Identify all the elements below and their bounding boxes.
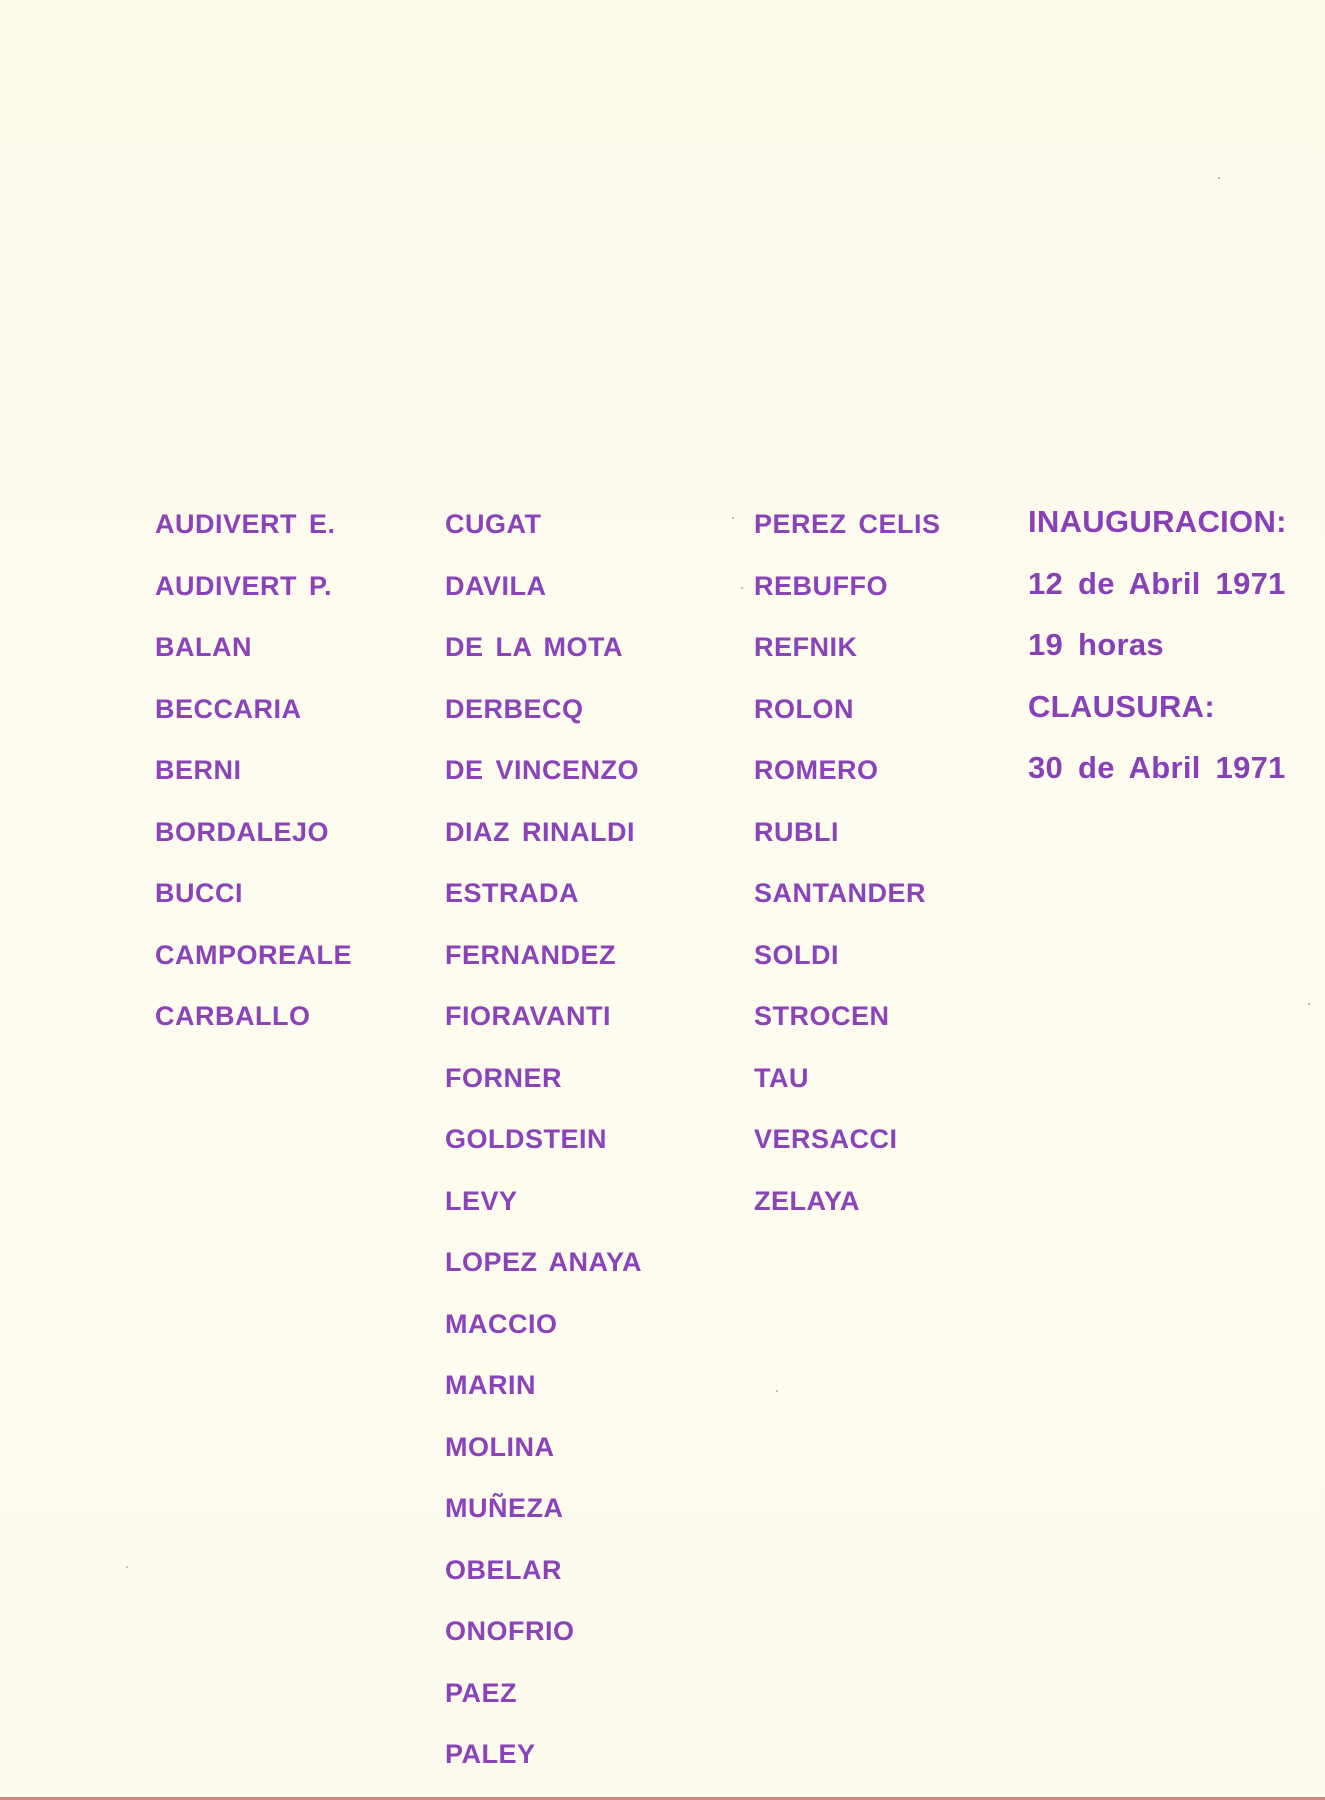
closing-label: CLAUSURA: <box>1028 688 1215 724</box>
artist-name: ROMERO <box>754 755 879 785</box>
artist-name: REBUFFO <box>754 570 888 601</box>
artist-name: DERBECQ <box>445 693 584 724</box>
opening-label: INAUGURACION: <box>1028 504 1287 539</box>
artist-name: VERSACCI <box>754 1124 898 1154</box>
artist-name: SANTANDER <box>754 878 926 908</box>
artist-name: TAU <box>754 1062 809 1093</box>
artist-name: FERNANDEZ <box>445 939 616 970</box>
artist-name: BERNI <box>155 755 242 785</box>
artist-name: BORDALEJO <box>155 816 330 847</box>
artist-name: CARBALLO <box>155 1001 311 1031</box>
artist-name: SOLDI <box>754 939 840 970</box>
artist-name: FORNER <box>445 1062 562 1093</box>
paper-speck <box>1218 177 1220 179</box>
artist-name: RUBLI <box>754 816 839 847</box>
artist-name: MUÑEZA <box>445 1493 564 1523</box>
artist-name: DIAZ RINALDI <box>445 816 635 847</box>
paper-speck <box>732 517 734 519</box>
artist-column-2 <box>445 506 642 1798</box>
artist-name: CAMPOREALE <box>155 939 353 970</box>
artist-name: LEVY <box>445 1185 518 1216</box>
artist-name: ROLON <box>754 693 854 724</box>
paper-speck <box>126 1566 128 1568</box>
paper-speck <box>776 1390 778 1392</box>
artist-name: REFNIK <box>754 632 858 662</box>
artist-name: FIORAVANTI <box>445 1001 611 1031</box>
artist-name: ONOFRIO <box>445 1616 575 1646</box>
artist-name: BECCARIA <box>155 693 302 724</box>
artist-name: PAEZ <box>445 1677 518 1708</box>
artist-name: LOPEZ ANAYA <box>445 1247 643 1277</box>
artist-name: MARIN <box>445 1370 536 1400</box>
artist-name: MACCIO <box>445 1308 558 1339</box>
paper-speck <box>741 587 743 589</box>
artist-name: STROCEN <box>754 1001 890 1031</box>
artist-name: PEREZ CELIS <box>754 509 941 539</box>
artist-name: ESTRADA <box>445 878 580 908</box>
artist-column-3 <box>754 506 941 1244</box>
artist-name: GOLDSTEIN <box>445 1124 608 1154</box>
paper-speck <box>1308 1003 1310 1005</box>
event-details <box>1028 504 1287 812</box>
artist-name: AUDIVERT P. <box>155 570 333 601</box>
artist-name: BUCCI <box>155 878 243 908</box>
artist-name: PALEY <box>445 1739 536 1769</box>
artist-name: BALAN <box>155 632 252 662</box>
closing-date: 30 de Abril 1971 <box>1028 750 1286 785</box>
artist-name: DE LA MOTA <box>445 632 623 662</box>
artist-name: OBELAR <box>445 1554 562 1585</box>
opening-time: 19 horas <box>1028 627 1164 662</box>
artist-name: AUDIVERT E. <box>155 509 336 539</box>
artist-name: DE VINCENZO <box>445 755 640 785</box>
artist-name: MOLINA <box>445 1431 555 1462</box>
artist-name: CUGAT <box>445 509 542 539</box>
artist-name: DAVILA <box>445 570 547 601</box>
artist-name: ZELAYA <box>754 1185 861 1216</box>
opening-date: 12 de Abril 1971 <box>1028 565 1286 601</box>
artist-column-1 <box>155 506 352 1060</box>
